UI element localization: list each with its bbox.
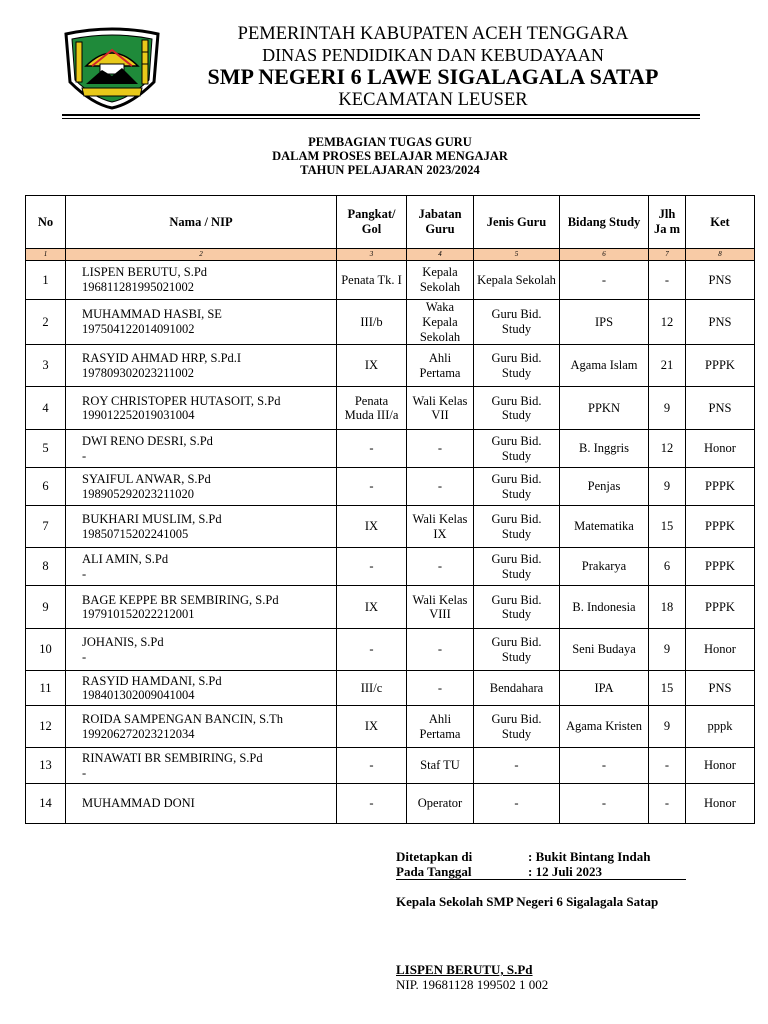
cell-jenis: Guru Bid. Study [474, 387, 560, 430]
column-number: 6 [560, 249, 649, 261]
cell-jabatan: - [407, 468, 474, 506]
cell-jam: - [649, 784, 686, 824]
table-body [26, 261, 755, 824]
table-row [26, 387, 755, 430]
cell-jam: 15 [649, 671, 686, 706]
teacher-assignment-table [25, 195, 755, 824]
header-no: No [26, 196, 66, 249]
teacher-name: RASYID AHMAD HRP, S.Pd.I [82, 351, 242, 365]
column-number: 5 [474, 249, 560, 261]
cell-pangkat: - [337, 748, 407, 784]
letterhead-rule-thin [62, 118, 700, 119]
table-row [26, 261, 755, 300]
teacher-nip: 199206272023212034 [82, 726, 195, 741]
table-row [26, 629, 755, 671]
academic-year: TAHUN PELAJARAN 2023/2024 [300, 163, 480, 177]
cell-jam: 9 [649, 468, 686, 506]
cell-jam: 21 [649, 345, 686, 387]
teacher-name: JOHANIS, S.Pd [82, 635, 164, 649]
place-label: Ditetapkan di [396, 849, 473, 864]
cell-no: 8 [26, 548, 66, 586]
teacher-name: BAGE KEPPE BR SEMBIRING, S.Pd [82, 592, 279, 607]
cell-bidang: - [560, 784, 649, 824]
header-pangkat: Pangkat/ Gol [337, 196, 407, 249]
cell-ket: PPPK [686, 548, 755, 586]
cell-jam: 9 [649, 387, 686, 430]
cell-ket: Honor [686, 748, 755, 784]
cell-jabatan: Waka Kepala Sekolah [407, 300, 474, 345]
teacher-nip: 199012252019031004 [82, 408, 195, 423]
column-number: 4 [407, 249, 474, 261]
cell-no: 1 [26, 261, 66, 300]
place-value: : Bukit Bintang Indah [528, 849, 651, 864]
cell-jabatan: Wali Kelas IX [407, 506, 474, 548]
cell-jenis: Bendahara [474, 671, 560, 706]
cell-bidang: Matematika [560, 506, 649, 548]
table-row [26, 671, 755, 706]
cell-pangkat: IX [337, 345, 407, 387]
cell-ket: Honor [686, 430, 755, 468]
department-name: DINAS PENDIDIKAN DAN KEBUDAYAAN [262, 45, 604, 65]
cell-pangkat: - [337, 629, 407, 671]
table-row [26, 784, 755, 824]
cell-name-nip [66, 706, 337, 748]
signer-position: Kepala Sekolah SMP Negeri 6 Sigalagala Satap [396, 894, 659, 909]
cell-no: 3 [26, 345, 66, 387]
date-value: : 12 Juli 2023 [528, 864, 603, 879]
cell-jam: - [649, 261, 686, 300]
column-number: 7 [649, 249, 686, 261]
cell-ket: PNS [686, 671, 755, 706]
teacher-name: MUHAMMAD DONI [82, 796, 195, 811]
cell-ket: pppk [686, 706, 755, 748]
cell-no: 12 [26, 706, 66, 748]
government-name: PEMERINTAH KABUPATEN ACEH TENGGARA [237, 24, 629, 44]
cell-name-nip [66, 261, 337, 300]
cell-name-nip [66, 468, 337, 506]
table-row [26, 300, 755, 345]
cell-bidang: IPS [560, 300, 649, 345]
cell-jabatan: Wali Kelas VIII [407, 586, 474, 629]
cell-bidang: - [560, 748, 649, 784]
cell-name-nip [66, 300, 337, 345]
school-name: SMP NEGERI 6 LAWE SIGALAGALA SATAP [207, 64, 659, 89]
table-row [26, 345, 755, 387]
cell-name-nip [66, 586, 337, 629]
table-header-row [26, 196, 755, 249]
table-row [26, 468, 755, 506]
cell-jam: 12 [649, 300, 686, 345]
table-row [26, 586, 755, 629]
cell-no: 7 [26, 506, 66, 548]
teacher-nip: 198905292023211020 [82, 486, 195, 501]
cell-bidang: IPA [560, 671, 649, 706]
cell-ket: PNS [686, 261, 755, 300]
cell-no: 13 [26, 748, 66, 784]
cell-jabatan: Wali Kelas VII [407, 387, 474, 430]
cell-jabatan: Kepala Sekolah [407, 261, 474, 300]
cell-name-nip [66, 671, 337, 706]
cell-ket: PPPK [686, 345, 755, 387]
teacher-nip: - [82, 566, 87, 581]
column-number: 8 [686, 249, 755, 261]
regency-crest-icon [62, 26, 162, 110]
cell-pangkat: - [337, 548, 407, 586]
teacher-nip: 196811281995021002 [82, 280, 195, 294]
teacher-name: SYAIFUL ANWAR, S.Pd [82, 472, 211, 486]
header-jabatan: Jabatan Guru [407, 196, 474, 249]
signer-name: LISPEN BERUTU, S.Pd [396, 962, 533, 977]
cell-jam: 6 [649, 548, 686, 586]
cell-jenis: Guru Bid. Study [474, 300, 560, 345]
teacher-nip: - [82, 448, 87, 463]
cell-pangkat: IX [337, 706, 407, 748]
cell-jam: 18 [649, 586, 686, 629]
cell-jenis: Guru Bid. Study [474, 468, 560, 506]
cell-jabatan: - [407, 629, 474, 671]
document-title: PEMBAGIAN TUGAS GURU [308, 135, 472, 149]
cell-name-nip [66, 748, 337, 784]
teacher-nip: - [82, 765, 87, 780]
cell-name-nip [66, 548, 337, 586]
cell-name-nip [66, 629, 337, 671]
cell-no: 4 [26, 387, 66, 430]
teacher-nip: 197809302023211002 [82, 365, 195, 380]
teacher-name: DWI RENO DESRI, S.Pd [82, 434, 213, 448]
table-row [26, 548, 755, 586]
cell-pangkat: IX [337, 506, 407, 548]
cell-pangkat: III/b [337, 300, 407, 345]
cell-pangkat: Penata Tk. I [337, 261, 407, 300]
cell-jenis: Guru Bid. Study [474, 548, 560, 586]
document-subtitle: DALAM PROSES BELAJAR MENGAJAR [272, 149, 508, 163]
cell-bidang: - [560, 261, 649, 300]
cell-bidang: Agama Kristen [560, 706, 649, 748]
cell-jam: 15 [649, 506, 686, 548]
cell-jenis: - [474, 784, 560, 824]
cell-jabatan: - [407, 548, 474, 586]
cell-ket: Honor [686, 629, 755, 671]
cell-jam: 9 [649, 629, 686, 671]
cell-pangkat: - [337, 468, 407, 506]
cell-name-nip [66, 387, 337, 430]
header-jam: Jlh Ja m [649, 196, 686, 249]
cell-jenis: Kepala Sekolah [474, 261, 560, 300]
cell-no: 9 [26, 586, 66, 629]
cell-jabatan: Ahli Pertama [407, 706, 474, 748]
cell-ket: Honor [686, 784, 755, 824]
cell-no: 11 [26, 671, 66, 706]
cell-no: 2 [26, 300, 66, 345]
cell-no: 10 [26, 629, 66, 671]
cell-ket: PNS [686, 300, 755, 345]
table-row [26, 748, 755, 784]
cell-jabatan: - [407, 430, 474, 468]
teacher-name: ALI AMIN, S.Pd [82, 552, 169, 566]
cell-bidang: Seni Budaya [560, 629, 649, 671]
teacher-nip: 197910152022212001 [82, 607, 195, 622]
cell-bidang: Prakarya [560, 548, 649, 586]
signer-nip: NIP. 19681128 199502 1 002 [396, 977, 549, 992]
cell-bidang: PPKN [560, 387, 649, 430]
column-number: 1 [26, 249, 66, 261]
cell-bidang: Agama Islam [560, 345, 649, 387]
cell-bidang: Penjas [560, 468, 649, 506]
header-bidang: Bidang Study [560, 196, 649, 249]
teacher-name: RASYID HAMDANI, S.Pd [82, 673, 222, 688]
cell-jabatan: - [407, 671, 474, 706]
cell-name-nip [66, 345, 337, 387]
cell-no: 5 [26, 430, 66, 468]
teacher-nip: - [82, 649, 87, 664]
teacher-name: LISPEN BERUTU, S.Pd [82, 265, 208, 280]
cell-jam: 12 [649, 430, 686, 468]
cell-name-nip [66, 506, 337, 548]
teacher-name: RINAWATI BR SEMBIRING, S.Pd [82, 751, 263, 765]
cell-jenis: Guru Bid. Study [474, 506, 560, 548]
cell-ket: PPPK [686, 586, 755, 629]
date-label: Pada Tanggal [396, 864, 472, 879]
letterhead-rule-thick [62, 114, 700, 116]
header-name-nip: Nama / NIP [66, 196, 337, 249]
district-name: KECAMATAN LEUSER [338, 90, 528, 110]
cell-jenis: Guru Bid. Study [474, 430, 560, 468]
cell-jenis: - [474, 748, 560, 784]
teacher-nip: 197504122014091002 [82, 322, 195, 337]
cell-jabatan: Operator [407, 784, 474, 824]
header-jenis: Jenis Guru [474, 196, 560, 249]
cell-jenis: Guru Bid. Study [474, 629, 560, 671]
cell-name-nip [66, 430, 337, 468]
cell-name-nip [66, 784, 337, 824]
table-row [26, 430, 755, 468]
teacher-nip: 19850715202241005 [82, 526, 189, 541]
cell-ket: PPPK [686, 468, 755, 506]
teacher-name: MUHAMMAD HASBI, SE [82, 307, 222, 322]
column-number: 2 [66, 249, 337, 261]
cell-ket: PNS [686, 387, 755, 430]
cell-jabatan: Ahli Pertama [407, 345, 474, 387]
cell-no: 14 [26, 784, 66, 824]
column-number-row [26, 249, 755, 261]
cell-pangkat: - [337, 784, 407, 824]
cell-jenis: Guru Bid. Study [474, 706, 560, 748]
cell-pangkat: III/c [337, 671, 407, 706]
cell-ket: PPPK [686, 506, 755, 548]
cell-pangkat: IX [337, 586, 407, 629]
date-underline [396, 879, 686, 880]
teacher-nip: 198401302009041004 [82, 688, 195, 703]
cell-jenis: Guru Bid. Study [474, 586, 560, 629]
cell-jenis: Guru Bid. Study [474, 345, 560, 387]
cell-pangkat: - [337, 430, 407, 468]
teacher-name: ROY CHRISTOPER HUTASOIT, S.Pd [82, 393, 281, 408]
cell-bidang: B. Indonesia [560, 586, 649, 629]
cell-jam: - [649, 748, 686, 784]
cell-bidang: B. Inggris [560, 430, 649, 468]
cell-no: 6 [26, 468, 66, 506]
table-row [26, 506, 755, 548]
cell-pangkat: Penata Muda III/a [337, 387, 407, 430]
table-row [26, 706, 755, 748]
column-number: 3 [337, 249, 407, 261]
cell-jabatan: Staf TU [407, 748, 474, 784]
header-ket: Ket [686, 196, 755, 249]
teacher-name: ROIDA SAMPENGAN BANCIN, S.Th [82, 712, 284, 726]
cell-jam: 9 [649, 706, 686, 748]
teacher-name: BUKHARI MUSLIM, S.Pd [82, 512, 222, 526]
